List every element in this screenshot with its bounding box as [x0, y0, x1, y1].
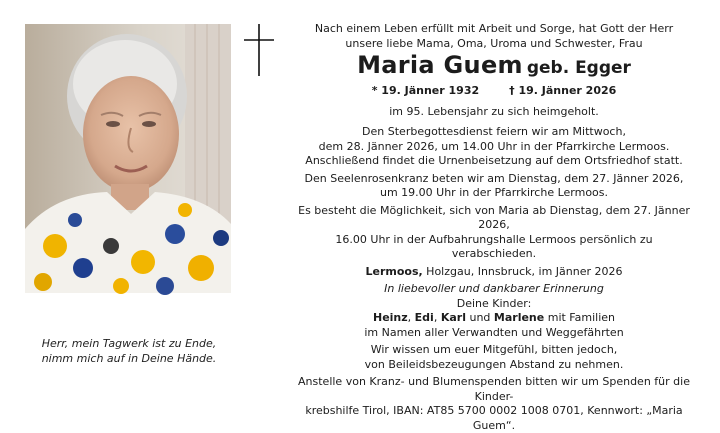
separator: , — [407, 311, 415, 324]
deceased-name-line — [298, 51, 690, 84]
rosary-line: um 19.00 Uhr in der Pfarrkirche Lermoos. — [379, 186, 609, 199]
farewell-line: Es besteht die Möglichkeit, sich von Maria ab Dienstag, dem 27. Jänner 2026, — [298, 203, 690, 231]
rosary-line: Den Seelenrosenkranz beten wir am Dienstag, dem 27. Jänner 2026, — [304, 171, 684, 185]
birth-date: * 19. Jänner 1932 — [371, 84, 480, 97]
intro-line: Nach einem Leben erfüllt mit Arbeit und Sorge, hat Gott der Herr — [314, 22, 674, 35]
portrait-photo — [25, 24, 231, 293]
age-line: im 95. Lebensjahr zu sich heimgeholt. — [389, 104, 599, 118]
death-date: † 19. Jänner 2026 — [509, 84, 617, 97]
verse-line: Herr, mein Tagwerk ist zu Ende, — [41, 337, 217, 350]
child-name: Marlene — [493, 311, 545, 324]
sympathy-line: von Beileidsbezeugungen Abstand zu nehmen. — [364, 357, 624, 371]
child-name: Edi — [414, 311, 434, 324]
place-rest: Holzgau, Innsbruck, im Jänner 2026 — [422, 264, 623, 278]
separator: , — [433, 311, 441, 324]
funeral-line: dem 28. Jänner 2026, um 14.00 Uhr in der Pfarrkirche Lermoos. — [318, 139, 670, 153]
place-name: Lermoos, — [365, 264, 423, 278]
intro-line: unsere liebe Mama, Oma, Uroma und Schwester, Frau — [345, 36, 643, 50]
children-tail: mit Familien — [544, 311, 615, 324]
donation-line: krebshilfe Tirol, IBAN: AT85 5700 0002 1008 0701, Kennwort: „Maria Guem“. — [305, 404, 683, 432]
farewell-line: 16.00 Uhr in der Aufbahrungshalle Lermoos persönlich zu verabschieden. — [335, 232, 653, 260]
child-name: Heinz — [372, 311, 408, 324]
funeral-line: Anschließend findet die Urnenbeisetzung auf dem Ortsfriedhof statt. — [305, 154, 683, 167]
verse-line: nimm mich auf in Deine Hände. — [41, 352, 217, 365]
deceased-name: Maria Guem — [357, 51, 523, 79]
children-names — [298, 311, 690, 326]
life-dates — [298, 84, 690, 99]
children-label: Deine Kinder: — [456, 296, 532, 310]
separator: und — [465, 311, 494, 324]
memory-line: In liebevoller und dankbarer Erinnerung — [384, 282, 604, 295]
sympathy-line: Wir wissen um euer Mitgefühl, bitten jedoch, — [370, 343, 618, 356]
place-date — [298, 265, 690, 280]
cross-icon — [244, 24, 274, 76]
obituary-text — [298, 22, 690, 433]
bible-verse — [22, 336, 236, 366]
funeral-line: Den Sterbegottesdienst feiern wir am Mittwoch, — [362, 125, 626, 138]
birth-name: geb. Egger — [526, 58, 631, 78]
donation-line: Anstelle von Kranz- und Blumenspenden bitten wir um Spenden für die Kinder- — [298, 375, 690, 403]
relatives-line: im Namen aller Verwandten und Weggefährten — [364, 325, 624, 339]
child-name: Karl — [440, 311, 466, 324]
